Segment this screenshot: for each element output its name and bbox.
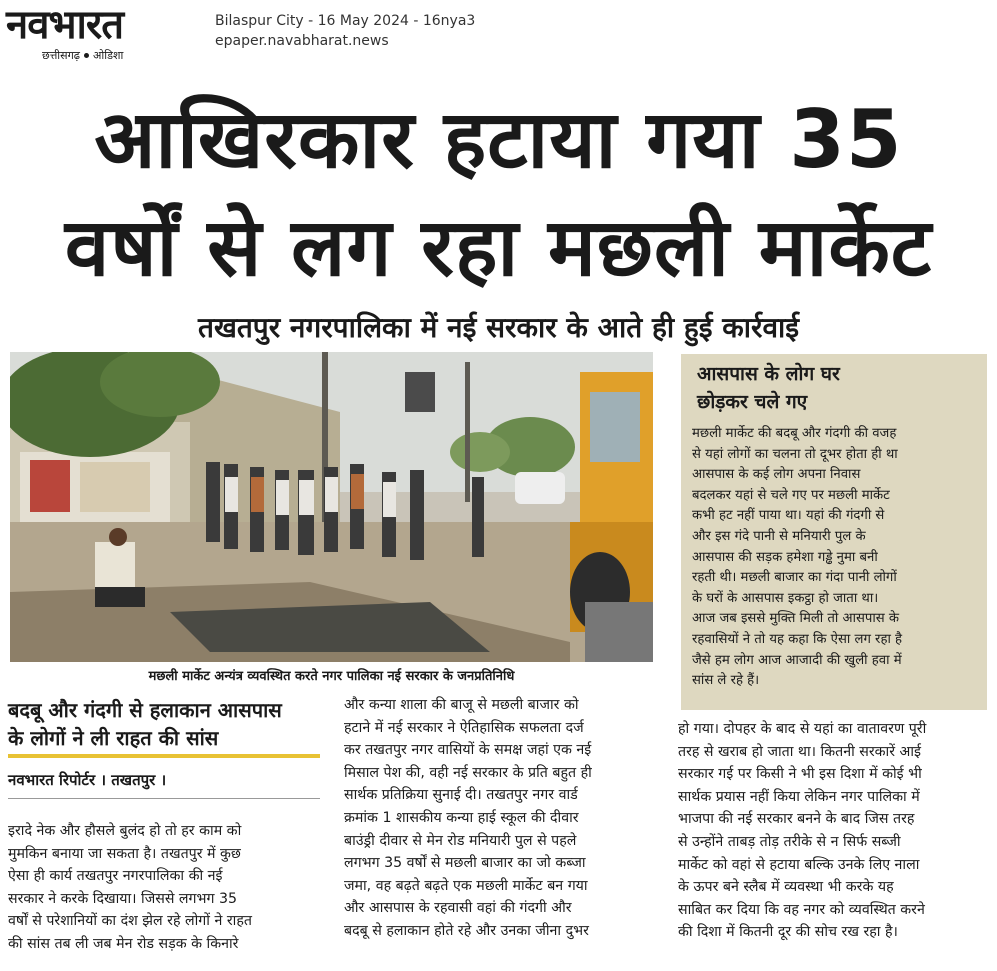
article-text-line: साबित कर दिया कि वह नगर को व्यवस्थित करने	[678, 901, 925, 918]
article-text-line: हटाने में नई सरकार ने ऐतिहासिक सफलता दर्ज	[344, 719, 584, 736]
article-text-line: मार्केट को वहां से हटाया बल्कि उनके लिए नाला	[678, 856, 920, 873]
photo-illustration	[10, 352, 653, 662]
edition-line: Bilaspur City - 16 May 2024 - 16nya3	[215, 13, 476, 29]
logo-wordmark: नवभारत	[6, 2, 124, 48]
article-text-line: क्रमांक 1 शासकीय कन्या हाई स्कूल की दीवार	[344, 809, 579, 826]
sidebar-title-line: छोड़कर चले गए	[697, 391, 808, 413]
article-text-line: और कन्या शाला की बाजू से मछली बाजार को	[344, 697, 579, 713]
sidebar-text-line: रहवासियों ने तो यह कहा कि ऐसा लग रहा है	[692, 631, 903, 647]
article-text-line: और आसपास के रहवासी वहां की गंदगी और	[344, 900, 572, 917]
sidebar-text-line: आसपास की सड़क हमेशा गड्ढे नुमा बनी	[692, 549, 878, 565]
article-text-line: तरह से खराब हो जाता था। कितनी सरकारें आई	[678, 743, 922, 760]
article-column-2	[344, 694, 654, 943]
article-headline-line: बदबू और गंदगी से हलाकान आसपास	[8, 698, 282, 722]
article-text-line: इरादे नेक और हौसले बुलंद हो तो हर काम को	[8, 823, 242, 839]
sidebar-text-line: जैसे हम लोग आज आजादी की खुली हवा में	[692, 652, 902, 668]
article-text-line: भाजपा की नई सरकार बनने के बाद जिस तरह	[678, 811, 915, 828]
sidebar-text-line: आज जब इससे मुक्ति मिली तो आसपास के	[692, 611, 900, 627]
article-text-line: बाउंड्री दीवार से मेन रोड मनियारी पुल से पहले	[344, 832, 577, 849]
news-photo[interactable]	[10, 352, 653, 662]
headline-divider	[8, 754, 320, 758]
sidebar-text-line: आसपास के कई लोग अपना निवास	[692, 467, 861, 483]
photo-caption: मछली मार्केट अन्यंत्र व्यवस्थित करते नगर पालिका नई सरकार के जनप्रतिनिधि	[148, 669, 515, 684]
article-text-line: ऐसा ही कार्य तखतपुर नगरपालिका की नई	[8, 868, 223, 885]
byline-divider	[8, 798, 320, 799]
article-text-line: के ऊपर बने स्लैब में व्यवस्था भी करके यह	[678, 879, 894, 896]
article-text-line: बदबू से हलाकान होते रहे और उनका जीना दुभर	[344, 922, 589, 939]
article-headline-line: के लोगों ने ली राहत की सांस	[8, 726, 219, 750]
article-text-line: वर्षों से परेशानियों का दंश झेल रहे लोगों ने राहत	[8, 913, 252, 930]
article-text-line: मुमकिन बनाया जा सकता है। तखतपुर में कुछ	[8, 845, 241, 862]
article-text-line: लगभग 35 वर्षों से मछली बाजार का जो कब्जा	[344, 855, 586, 872]
article-text-line: सार्थक प्रतिक्रिया सुनाई दी। तखतपुर नगर वार्ड	[344, 787, 578, 804]
article-text-line: मिसाल पेश की, वही नई सरकार के प्रति बहुत ही	[344, 764, 592, 781]
sidebar-text-line: से यहां लोगों का चलना तो दूभर होता ही था	[692, 446, 898, 462]
article-column-1	[8, 820, 320, 956]
sidebar-text-line: और इस गंदे पानी से मनियारी पुल के	[692, 528, 866, 544]
article-text-line: सरकार गई पर किसी ने भी इस दिशा में कोई भी	[678, 766, 922, 783]
article-text-line: हो गया। दोपहर के बाद से यहां का वातावरण पूरी	[678, 721, 927, 737]
bullet-icon	[84, 53, 89, 58]
sidebar-text-line: मछली मार्केट की बदबू और गंदगी की वजह	[692, 426, 897, 441]
sidebar-title-line: आसपास के लोग घर	[697, 363, 840, 385]
article-text-line: सरकार ने करके दिखाया। जिससे लगभग 35	[8, 890, 238, 907]
logo-region: ओडिशा	[92, 49, 124, 62]
sidebar-text-line: के घरों के आसपास इकट्ठा हो जाता था।	[692, 590, 879, 606]
sidebar-text-line: कभी हट नहीं पाया था। यहां की गंदगी से	[692, 508, 885, 524]
article-text-line: की सांस तब ली जब मेन रोड सड़क के किनारे	[8, 935, 239, 952]
website-link[interactable]: epaper.navabharat.news	[215, 33, 389, 49]
sidebar-text-line: बदलकर यहां से चले गए पर मछली मार्केट	[692, 487, 890, 503]
article-text-line: जमा, वह बढ़ते बढ़ते एक मछली मार्केट बन गया	[344, 877, 588, 894]
article-text-line: की दिशा में कितनी दूर की सोच रख रहा है।	[678, 924, 898, 941]
logo-regions	[42, 48, 123, 63]
sidebar-box	[681, 354, 987, 710]
newspaper-logo	[0, 0, 202, 62]
article-text-line: सार्थक प्रयास नहीं किया लेकिन नगर पालिका में	[678, 788, 920, 805]
article-text-line: से उन्होंने ताबड़ तोड़ तरीके से न सिर्फ सब्जी	[678, 833, 901, 850]
sidebar-title	[697, 360, 977, 416]
sidebar-body	[692, 424, 982, 692]
sidebar-text-line: रहती थी। मछली बाजार का गंदा पानी लोगों	[692, 570, 897, 586]
article-headline	[8, 696, 328, 752]
byline: नवभारत रिपोर्टर । तखतपुर ।	[8, 771, 167, 789]
headline-line-2: वर्षों से लग रहा मछली मार्केट	[64, 201, 933, 294]
headline-line-1: आखिरकार हटाया गया 35	[94, 93, 903, 186]
article-text-line: कर तखतपुर नगर वासियों के समक्ष जहां एक नई	[344, 742, 592, 759]
subheadline: तखतपुर नगरपालिका में नई सरकार के आते ही हुई कार्रवाई	[197, 311, 800, 344]
sidebar-text-line: सांस ले रहे हैं।	[692, 673, 760, 689]
article-column-3	[678, 718, 988, 944]
logo-region: छत्तीसगढ़	[42, 49, 80, 62]
